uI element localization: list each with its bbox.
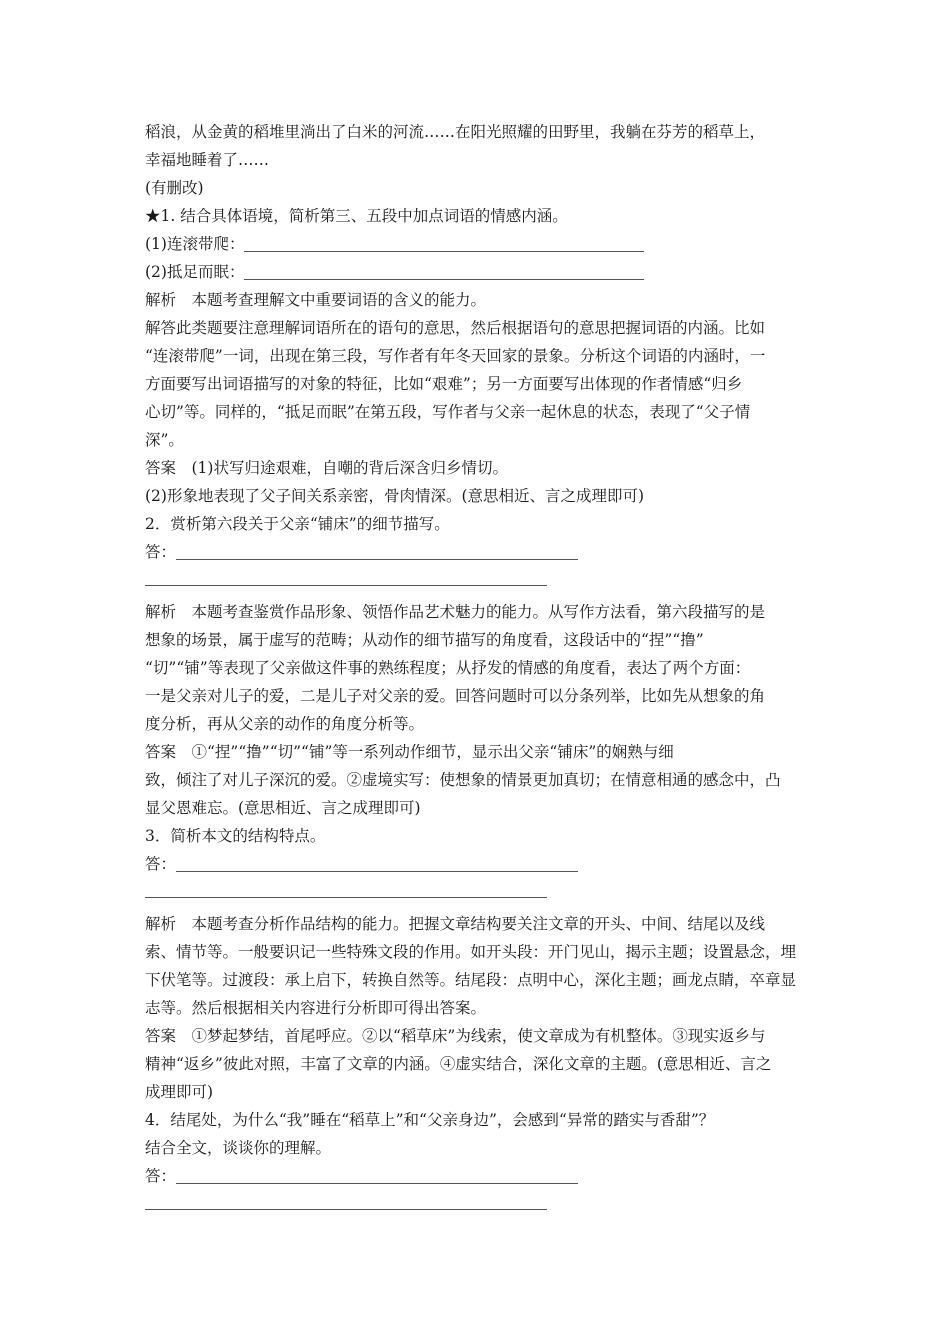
passage-line: 幸福地睡着了…… <box>145 151 270 169</box>
answer-line: 答案 ①梦起梦结，首尾呼应。②以“稻草床”为线索，使文章成为有机整体。③现实返乡与 <box>145 1027 766 1045</box>
analysis-line: 一是父亲对儿子的爱，二是儿子对父亲的爱。回答问题时可以分条列举，比如先从想象的角 <box>145 687 766 705</box>
answer-blank-row <box>145 566 815 594</box>
passage-line: 稻浪，从金黄的稻堆里淌出了白米的河流……在阳光照耀的田野里，我躺在芬芳的稻草上， <box>145 123 766 141</box>
answer-label: 答： <box>145 855 177 873</box>
answer-blank[interactable] <box>176 853 578 872</box>
answer-blank[interactable] <box>244 233 644 252</box>
question-1-item-1 <box>145 230 815 258</box>
answer-blank-row <box>145 878 815 906</box>
analysis-line: 深”。 <box>145 431 184 449</box>
answer-line: 显父恩难忘。(意思相近、言之成理即可) <box>145 799 421 817</box>
question-2-answer-row <box>145 538 815 566</box>
analysis-line: 下伏笔等。过渡段：承上启下，转换自然等。结尾段：点明中心，深化主题；画龙点睛，卒章显 <box>145 971 797 989</box>
answer-blank[interactable] <box>244 261 644 280</box>
answer-line: 答案 ①“捏”“撸”“切”“铺”等一系列动作细节，显示出父亲“铺床”的娴熟与细 <box>145 743 674 761</box>
answer-line: 答案 (1)状写归途艰难，自嘲的背后深含归乡情切。 <box>145 459 508 477</box>
question-2-stem: 2．赏析第六段关于父亲“铺床”的细节描写。 <box>145 515 450 533</box>
answer-blank[interactable] <box>176 1165 578 1184</box>
document-body <box>145 118 815 1218</box>
question-1-item-1-label: (1)连滚带爬： <box>145 235 245 253</box>
analysis-line: 解析 本题考查分析作品结构的能力。把握文章结构要关注文章的开头、中间、结尾以及线 <box>145 915 766 933</box>
answer-label: 答： <box>145 543 177 561</box>
answer-label: 答： <box>145 1167 177 1185</box>
question-4-stem: 4．结尾处，为什么“我”睡在“稻草上”和“父亲身边”，会感到“异常的踏实与香甜”？ <box>145 1111 715 1129</box>
question-4-answer-row <box>145 1162 815 1190</box>
answer-line: (2)形象地表现了父子间关系亲密，骨肉情深。(意思相近、言之成理即可) <box>145 487 645 505</box>
analysis-line: 解析 本题考查鉴赏作品形象、领悟作品艺术魅力的能力。从写作方法看，第六段描写的是 <box>145 603 766 621</box>
answer-blank-row <box>145 1190 815 1218</box>
analysis-line: “连滚带爬”一词，出现在第三段，写作者有年冬天回家的景象。分析这个词语的内涵时，一 <box>145 347 766 365</box>
answer-blank[interactable] <box>176 541 578 560</box>
analysis-line: “切”“铺”等表现了父亲做这件事的熟练程度；从抒发的情感的角度看，表达了两个方面： <box>145 659 751 677</box>
question-3-stem: 3．简析本文的结构特点。 <box>145 827 326 845</box>
question-4-stem: 结合全文，谈谈你的理解。 <box>145 1139 332 1157</box>
analysis-line: 方面要写出词语描写的对象的特征，比如“艰难”；另一方面要写出体现的作者情感“归乡 <box>145 375 743 393</box>
analysis-line: 解析 本题考查理解文中重要词语的含义的能力。 <box>145 291 487 309</box>
passage-source-note: (有删改) <box>145 179 204 197</box>
analysis-line: 志等。然后根据相关内容进行分析即可得出答案。 <box>145 999 487 1017</box>
question-3-answer-row <box>145 850 815 878</box>
answer-line: 成理即可) <box>145 1083 214 1101</box>
analysis-line: 度分析，再从父亲的动作的角度分析等。 <box>145 715 425 733</box>
analysis-line: 想象的场景，属于虚写的范畴；从动作的细节描写的角度看，这段话中的“捏”“撸” <box>145 631 704 649</box>
analysis-line: 心切”等。同样的，“抵足而眠”在第五段，写作者与父亲一起休息的状态，表现了“父子情 <box>145 403 751 421</box>
answer-blank[interactable] <box>145 1209 547 1210</box>
answer-blank[interactable] <box>145 585 547 586</box>
question-1-stem: ★1. 结合具体语境，简析第三、五段中加点词语的情感内涵。 <box>145 207 568 225</box>
answer-line: 致，倾注了对儿子深沉的爱。②虚境实写：使想象的情景更加真切；在情意相通的感念中，凸 <box>145 771 781 789</box>
question-1-item-2 <box>145 258 815 286</box>
analysis-line: 索、情节等。一般要识记一些特殊文段的作用。如开头段：开门见山，揭示主题；设置悬念，埋 <box>145 943 797 961</box>
answer-blank[interactable] <box>145 897 547 898</box>
answer-line: 精神“返乡”彼此对照，丰富了文章的内涵。④虚实结合，深化文章的主题。(意思相近、言之 <box>145 1055 772 1073</box>
question-1-item-2-label: (2)抵足而眠： <box>145 263 245 281</box>
analysis-line: 解答此类题要注意理解词语所在的语句的意思，然后根据语句的意思把握词语的内涵。比如 <box>145 319 766 337</box>
